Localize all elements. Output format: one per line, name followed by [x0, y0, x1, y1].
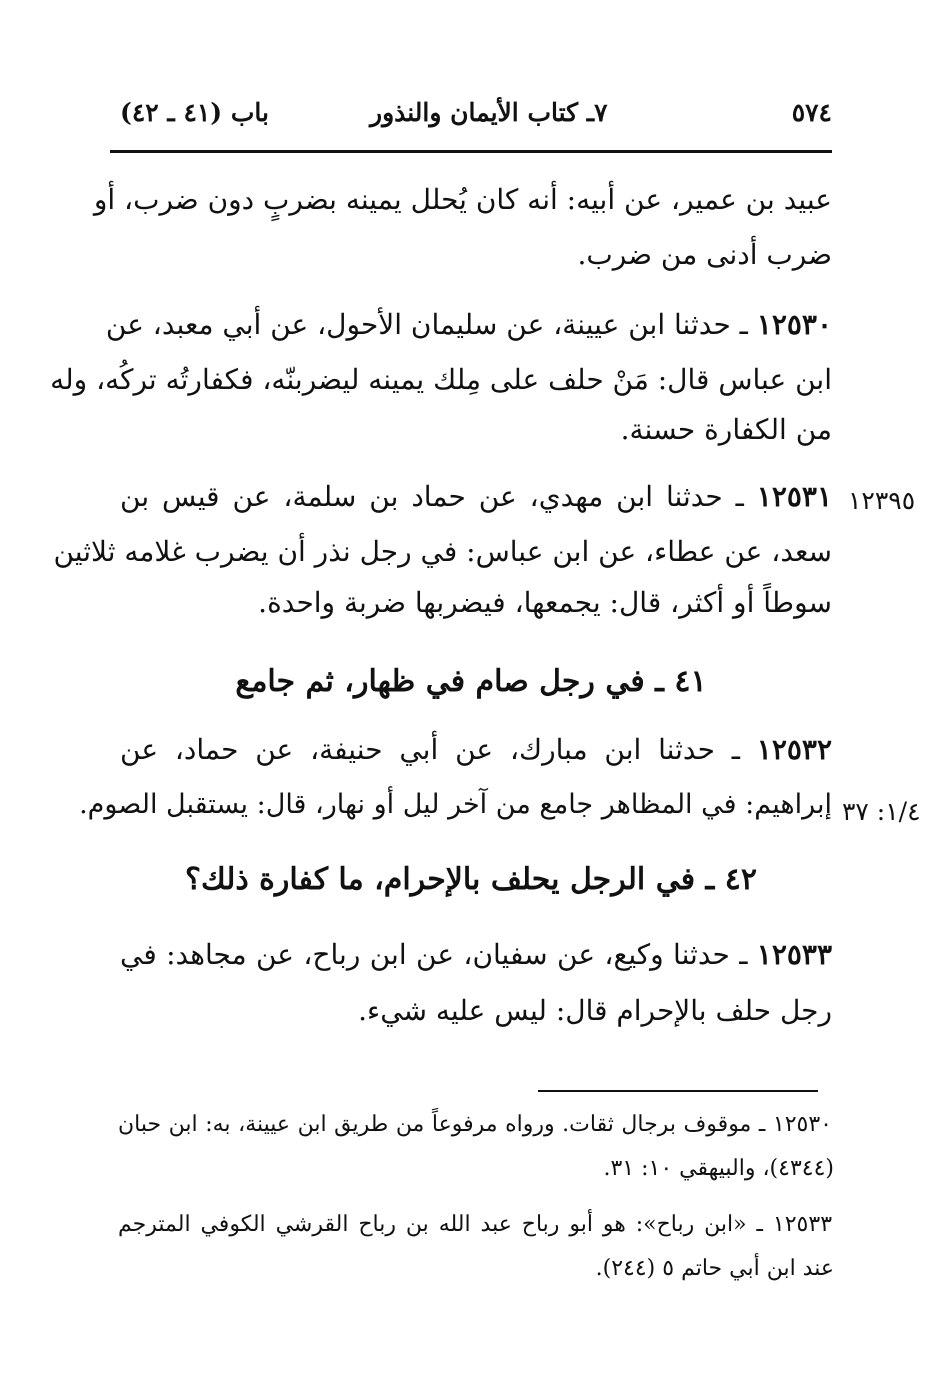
hadith-text: ـ حدثنا وكيع، عن سفيان، عن ابن رباح، عن مجاهد: في: [120, 938, 748, 971]
hadith-12532-line-2: إبراهيم: في المظاهر جامع من آخر ليل أو نهار، قال: يستقبل الصوم.: [79, 789, 832, 820]
hadith-number: ١٢٥٣٢: [756, 733, 832, 766]
chapter-range: باب (٤١ ـ ٤٢): [120, 98, 269, 127]
header-rule: [110, 150, 832, 153]
hadith-12533-line-1: [120, 938, 832, 971]
hadith-number: ١٢٥٣٠: [756, 308, 832, 341]
margin-reference: ١/٤: ٣٧: [842, 797, 921, 826]
footnote-rule: [538, 1090, 818, 1092]
chapter-heading-41: ٤١ ـ في رجل صام في ظهار، ثم جامع: [235, 664, 707, 699]
hadith-number: ١٢٥٣٣: [756, 938, 832, 971]
chapter-heading-42: ٤٢ ـ في الرجل يحلف بالإحرام، ما كفارة ذلك؟: [185, 862, 757, 897]
hadith-text: ـ حدثنا ابن مهدي، عن حماد بن سلمة، عن قيس بن: [120, 480, 744, 513]
hadith-12532-line-1: [120, 733, 832, 766]
hadith-12530-line-1: [105, 308, 832, 341]
running-header: [110, 92, 832, 136]
book-title: ٧ـ كتاب الأيمان والنذور: [370, 98, 608, 127]
hadith-number: ١٢٥٣١: [756, 480, 832, 513]
footnote-1-line-1: ١٢٥٣٠ ـ موقوف برجال ثقات. ورواه مرفوعاً من طريق ابن عيينة، به: ابن حبان: [118, 1112, 832, 1137]
hadith-12531-line-2: سعد، عن عطاء، عن ابن عباس: في رجل نذر أن يضرب غلامه ثلاثين: [53, 535, 832, 568]
footnote-2-line-2: عند ابن أبي حاتم ٥ (٢٤٤).: [595, 1256, 834, 1281]
hadith-12531-line-1: [120, 480, 832, 513]
hadith-12530-line-2: ابن عباس قال: مَنْ حلف على مِلك يمينه ليضربنّه، فكفارتُه تركُه، وله: [50, 363, 832, 396]
page-number: ٥٧٤: [791, 98, 832, 127]
footnote-2-line-1: ١٢٥٣٣ ـ «ابن رباح»: هو أبو رباح عبد الله بن رباح القرشي الكوفي المترجم: [118, 1212, 833, 1237]
hadith-text: ـ حدثنا ابن عيينة، عن سليمان الأحول، عن أبي معبد، عن: [105, 308, 748, 341]
hadith-12530-line-3: من الكفارة حسنة.: [620, 413, 832, 446]
hadith-text: ـ حدثنا ابن مبارك، عن أبي حنيفة، عن حماد، عن: [120, 733, 740, 766]
hadith-12531-line-3: سوطاً أو أكثر، قال: يجمعها، فيضربها ضربة واحدة.: [258, 586, 832, 619]
hadith-12533-line-2: رجل حلف بالإحرام قال: ليس عليه شيء.: [358, 994, 832, 1027]
margin-reference: ١٢٣٩٥: [848, 486, 916, 515]
footnote-1-line-2: (٤٣٤٤)، والبيهقي ١٠: ٣١.: [603, 1156, 834, 1181]
continued-text-line-1: عبيد بن عمير، عن أبيه: أنه كان يُحلل يمينه بضربٍ دون ضرب، أو: [93, 183, 832, 216]
continued-text-line-2: ضرب أدنى من ضرب.: [577, 238, 832, 271]
